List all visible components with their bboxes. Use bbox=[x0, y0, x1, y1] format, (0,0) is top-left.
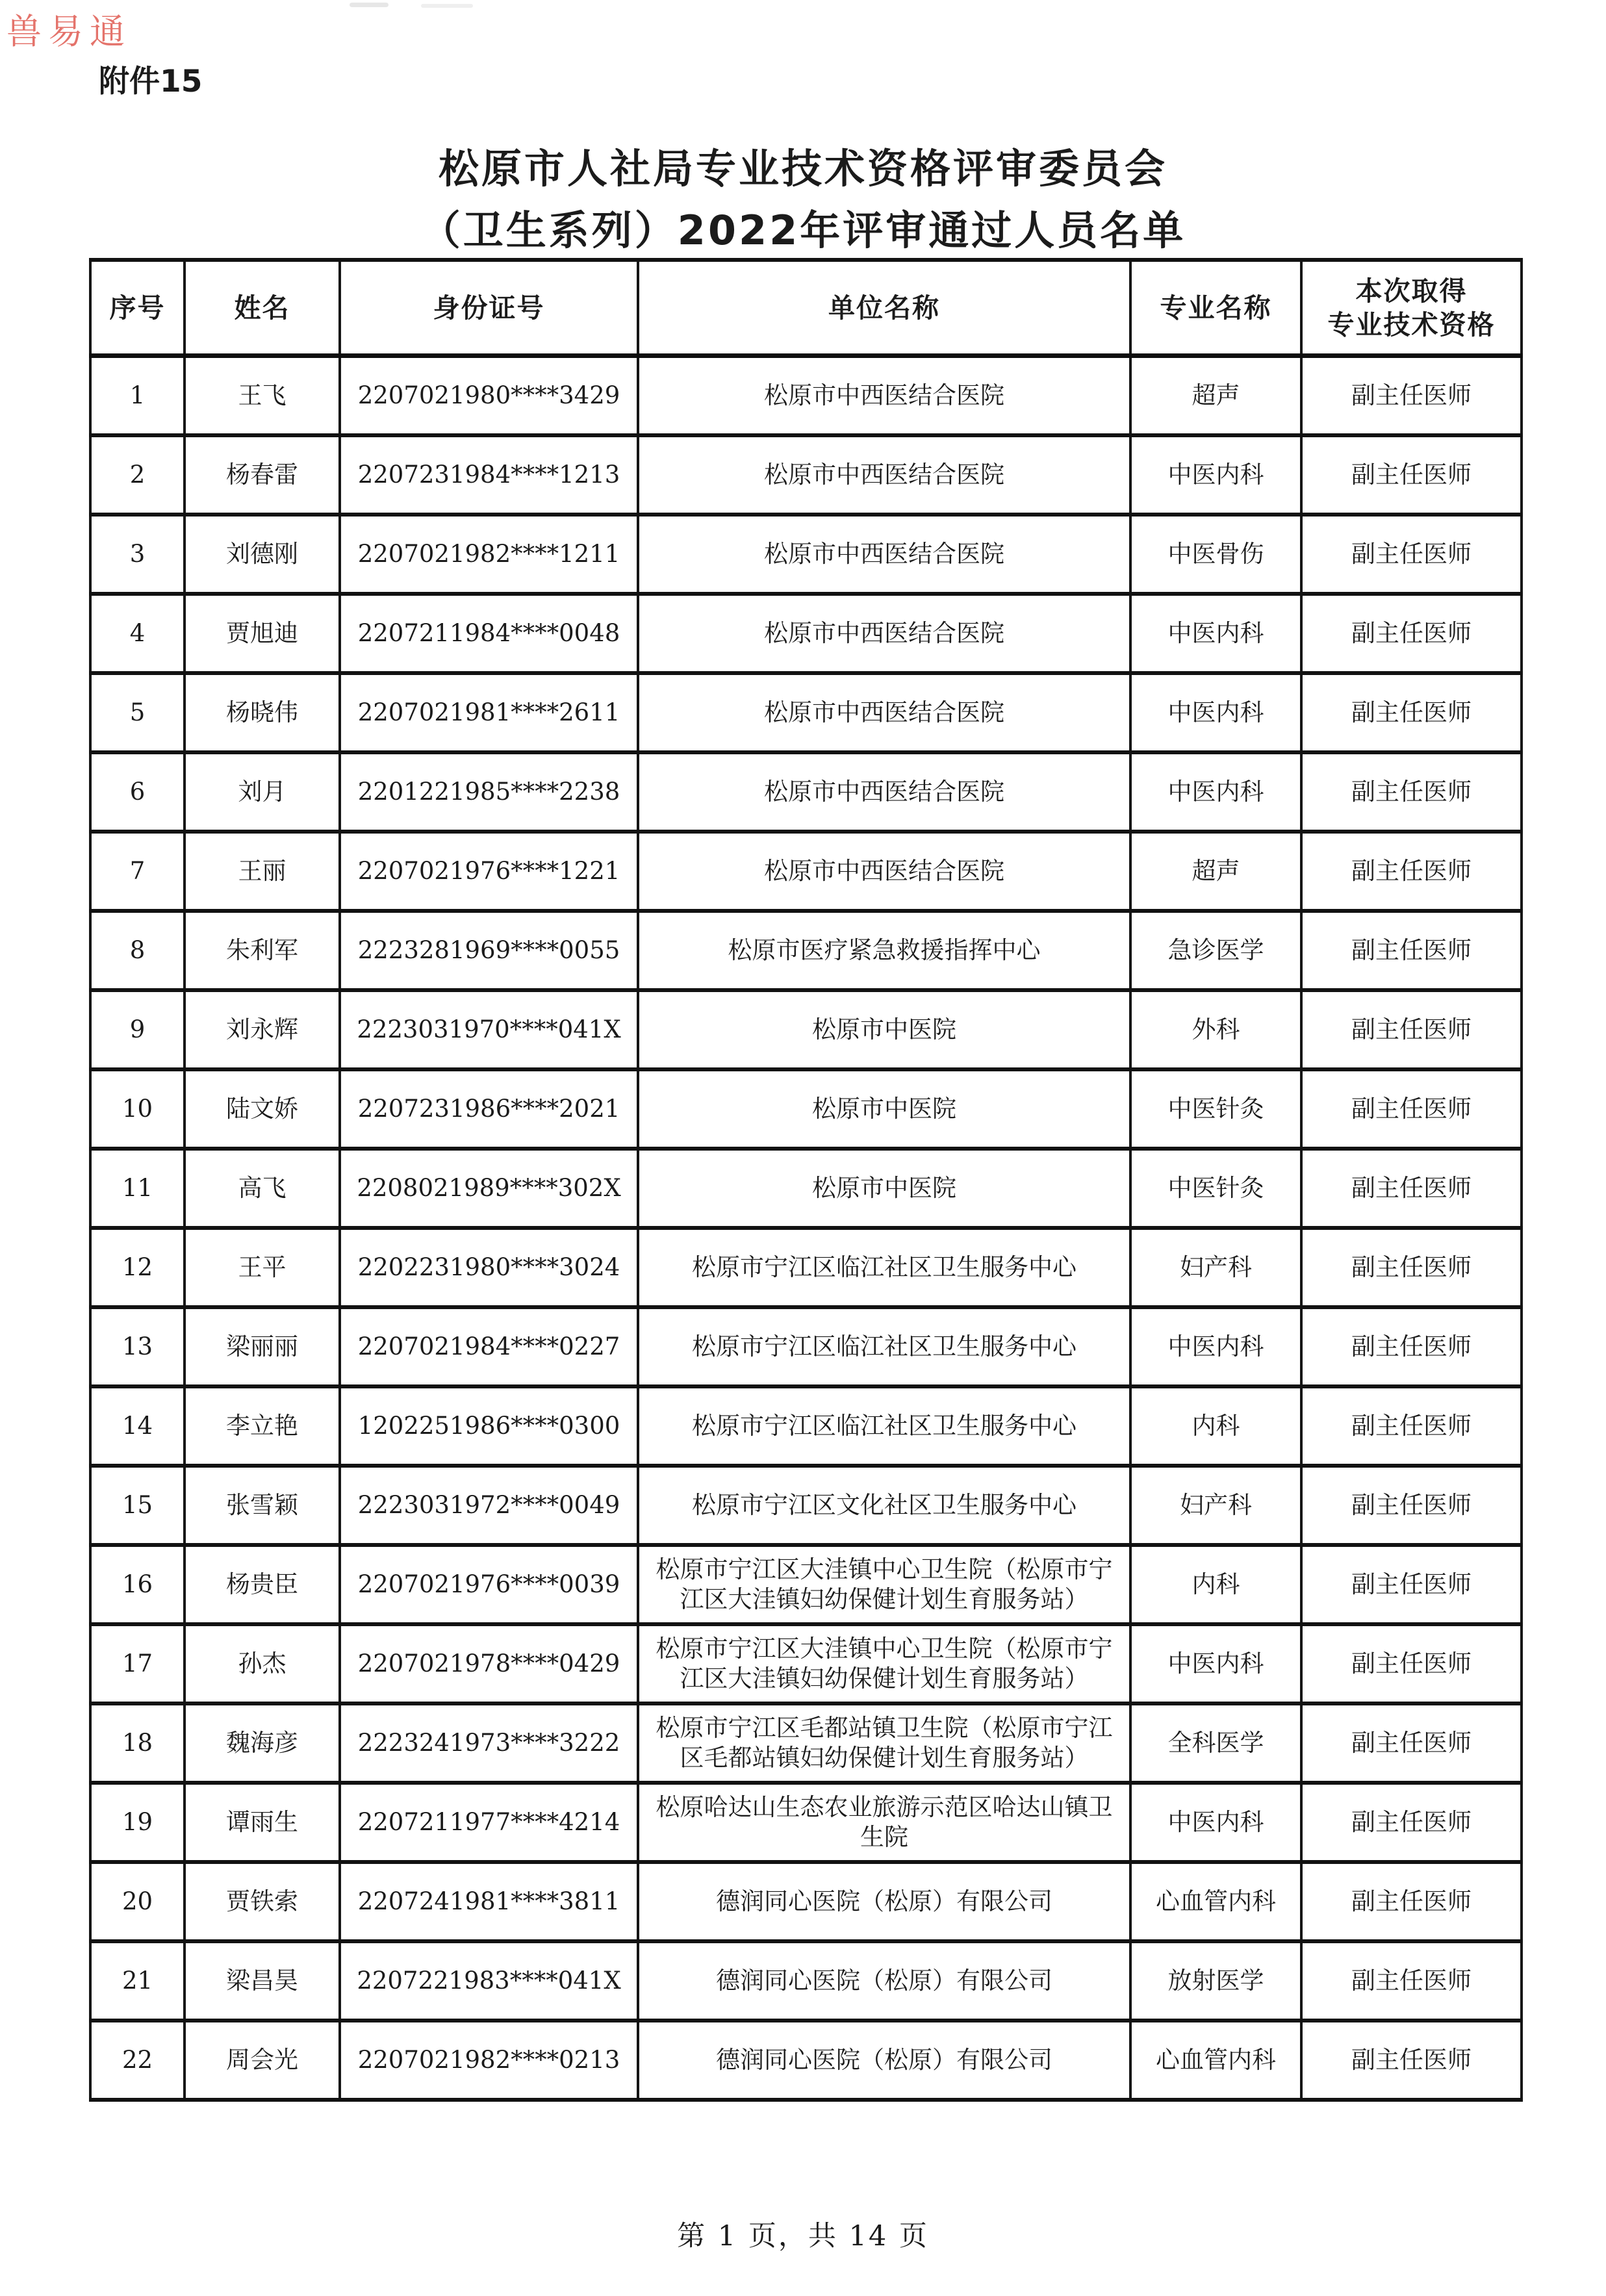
cell-unit: 松原市中西医结合医院 bbox=[638, 356, 1130, 436]
header-id: 身份证号 bbox=[340, 260, 638, 356]
cell-id: 2207021976****0039 bbox=[340, 1545, 638, 1624]
table-row bbox=[90, 1545, 1522, 1624]
cell-id: 2207211977****4214 bbox=[340, 1783, 638, 1862]
header-qualification-line1: 本次取得 bbox=[1355, 275, 1468, 307]
cell-id: 2207021976****1221 bbox=[340, 832, 638, 911]
cell-no: 15 bbox=[90, 1466, 185, 1545]
cell-id: 2208021989****302X bbox=[340, 1149, 638, 1228]
table-row bbox=[90, 356, 1522, 436]
cell-id: 2223031970****041X bbox=[340, 990, 638, 1069]
cell-id: 2207021982****0213 bbox=[340, 2021, 638, 2100]
table-row bbox=[90, 1703, 1522, 1783]
cell-specialty: 心血管内科 bbox=[1130, 2021, 1301, 2100]
table-row bbox=[90, 832, 1522, 911]
cell-no: 9 bbox=[90, 990, 185, 1069]
document-title-line2: （卫生系列）2022年评审通过人员名单 bbox=[420, 207, 1186, 254]
cell-unit: 松原市宁江区文化社区卫生服务中心 bbox=[638, 1466, 1130, 1545]
cell-no: 4 bbox=[90, 594, 185, 673]
cell-unit: 松原市医疗紧急救援指挥中心 bbox=[638, 911, 1130, 990]
cell-id: 2207021978****0429 bbox=[340, 1624, 638, 1703]
header-specialty: 专业名称 bbox=[1130, 260, 1301, 356]
cell-no: 13 bbox=[90, 1307, 185, 1386]
table-body bbox=[90, 356, 1522, 2100]
cell-qualification: 副主任医师 bbox=[1301, 1149, 1522, 1228]
cell-id: 2207021980****3429 bbox=[340, 356, 638, 436]
document-title bbox=[0, 138, 1606, 261]
cell-no: 1 bbox=[90, 356, 185, 436]
cell-specialty: 中医内科 bbox=[1130, 435, 1301, 515]
cell-unit: 松原市宁江区大洼镇中心卫生院（松原市宁江区大洼镇妇幼保健计划生育服务站） bbox=[638, 1545, 1130, 1624]
cell-id: 2207021984****0227 bbox=[340, 1307, 638, 1386]
table-row bbox=[90, 1466, 1522, 1545]
cell-name: 贾旭迪 bbox=[185, 594, 340, 673]
cell-name: 刘月 bbox=[185, 752, 340, 832]
cell-no: 19 bbox=[90, 1783, 185, 1862]
cell-specialty: 中医内科 bbox=[1130, 1624, 1301, 1703]
cell-qualification: 副主任医师 bbox=[1301, 832, 1522, 911]
cell-unit: 松原市宁江区临江社区卫生服务中心 bbox=[638, 1228, 1130, 1307]
scan-artifact bbox=[350, 3, 389, 7]
cell-name: 孙杰 bbox=[185, 1624, 340, 1703]
cell-unit: 松原市中医院 bbox=[638, 990, 1130, 1069]
cell-id: 2223281969****0055 bbox=[340, 911, 638, 990]
header-qualification-line2: 专业技术资格 bbox=[1327, 309, 1496, 340]
cell-qualification: 副主任医师 bbox=[1301, 1624, 1522, 1703]
cell-specialty: 中医针灸 bbox=[1130, 1069, 1301, 1149]
cell-no: 7 bbox=[90, 832, 185, 911]
cell-id: 2207211984****0048 bbox=[340, 594, 638, 673]
cell-name: 朱利军 bbox=[185, 911, 340, 990]
cell-qualification: 副主任医师 bbox=[1301, 1069, 1522, 1149]
cell-no: 8 bbox=[90, 911, 185, 990]
cell-name: 杨晓伟 bbox=[185, 673, 340, 752]
cell-qualification: 副主任医师 bbox=[1301, 2021, 1522, 2100]
cell-unit: 松原市中西医结合医院 bbox=[638, 832, 1130, 911]
cell-specialty: 中医内科 bbox=[1130, 673, 1301, 752]
cell-specialty: 外科 bbox=[1130, 990, 1301, 1069]
cell-no: 21 bbox=[90, 1941, 185, 2021]
table-row bbox=[90, 911, 1522, 990]
cell-no: 22 bbox=[90, 2021, 185, 2100]
cell-specialty: 内科 bbox=[1130, 1386, 1301, 1466]
cell-id: 2201221985****2238 bbox=[340, 752, 638, 832]
page-pagination: 第 1 页，共 14 页 bbox=[677, 2220, 929, 2252]
cell-name: 张雪颖 bbox=[185, 1466, 340, 1545]
header-no: 序号 bbox=[90, 260, 185, 356]
cell-qualification: 副主任医师 bbox=[1301, 911, 1522, 990]
cell-id: 2223241973****3222 bbox=[340, 1703, 638, 1783]
cell-qualification: 副主任医师 bbox=[1301, 1228, 1522, 1307]
table-row bbox=[90, 1386, 1522, 1466]
cell-qualification: 副主任医师 bbox=[1301, 435, 1522, 515]
table-row bbox=[90, 515, 1522, 594]
cell-name: 陆文娇 bbox=[185, 1069, 340, 1149]
cell-qualification: 副主任医师 bbox=[1301, 673, 1522, 752]
cell-specialty: 心血管内科 bbox=[1130, 1862, 1301, 1941]
cell-qualification: 副主任医师 bbox=[1301, 990, 1522, 1069]
cell-no: 6 bbox=[90, 752, 185, 832]
cell-name: 刘德刚 bbox=[185, 515, 340, 594]
cell-name: 刘永辉 bbox=[185, 990, 340, 1069]
cell-no: 14 bbox=[90, 1386, 185, 1466]
table-row bbox=[90, 1862, 1522, 1941]
cell-qualification: 副主任医师 bbox=[1301, 1783, 1522, 1862]
cell-specialty: 内科 bbox=[1130, 1545, 1301, 1624]
cell-unit: 松原市宁江区大洼镇中心卫生院（松原市宁江区大洼镇妇幼保健计划生育服务站） bbox=[638, 1624, 1130, 1703]
header-unit: 单位名称 bbox=[638, 260, 1130, 356]
cell-no: 3 bbox=[90, 515, 185, 594]
cell-specialty: 中医针灸 bbox=[1130, 1149, 1301, 1228]
cell-id: 2207021981****2611 bbox=[340, 673, 638, 752]
cell-unit: 松原市中西医结合医院 bbox=[638, 594, 1130, 673]
cell-qualification: 副主任医师 bbox=[1301, 356, 1522, 436]
cell-qualification: 副主任医师 bbox=[1301, 752, 1522, 832]
cell-name: 李立艳 bbox=[185, 1386, 340, 1466]
cell-qualification: 副主任医师 bbox=[1301, 1466, 1522, 1545]
cell-name: 王平 bbox=[185, 1228, 340, 1307]
cell-name: 王丽 bbox=[185, 832, 340, 911]
cell-no: 2 bbox=[90, 435, 185, 515]
attachment-label: 附件15 bbox=[99, 64, 203, 99]
cell-id: 2207231984****1213 bbox=[340, 435, 638, 515]
table-row bbox=[90, 673, 1522, 752]
cell-id: 2207221983****041X bbox=[340, 1941, 638, 2021]
cell-unit: 松原市中医院 bbox=[638, 1149, 1130, 1228]
cell-id: 2207231986****2021 bbox=[340, 1069, 638, 1149]
cell-specialty: 妇产科 bbox=[1130, 1228, 1301, 1307]
cell-no: 11 bbox=[90, 1149, 185, 1228]
cell-name: 谭雨生 bbox=[185, 1783, 340, 1862]
cell-specialty: 妇产科 bbox=[1130, 1466, 1301, 1545]
cell-specialty: 急诊医学 bbox=[1130, 911, 1301, 990]
cell-unit: 松原哈达山生态农业旅游示范区哈达山镇卫生院 bbox=[638, 1783, 1130, 1862]
cell-unit: 德润同心医院（松原）有限公司 bbox=[638, 1941, 1130, 2021]
cell-unit: 松原市宁江区毛都站镇卫生院（松原市宁江区毛都站镇妇幼保健计划生育服务站） bbox=[638, 1703, 1130, 1783]
table-row bbox=[90, 752, 1522, 832]
cell-specialty: 放射医学 bbox=[1130, 1941, 1301, 2021]
cell-name: 高飞 bbox=[185, 1149, 340, 1228]
cell-specialty: 中医内科 bbox=[1130, 1307, 1301, 1386]
table-row bbox=[90, 435, 1522, 515]
cell-qualification: 副主任医师 bbox=[1301, 1386, 1522, 1466]
cell-no: 10 bbox=[90, 1069, 185, 1149]
cell-id: 1202251986****0300 bbox=[340, 1386, 638, 1466]
table-row bbox=[90, 2021, 1522, 2100]
cell-unit: 松原市中西医结合医院 bbox=[638, 752, 1130, 832]
cell-no: 20 bbox=[90, 1862, 185, 1941]
table-row bbox=[90, 1149, 1522, 1228]
cell-no: 5 bbox=[90, 673, 185, 752]
scan-artifact bbox=[421, 4, 473, 8]
cell-qualification: 副主任医师 bbox=[1301, 1862, 1522, 1941]
cell-specialty: 中医内科 bbox=[1130, 1783, 1301, 1862]
cell-id: 2207241981****3811 bbox=[340, 1862, 638, 1941]
cell-qualification: 副主任医师 bbox=[1301, 1307, 1522, 1386]
cell-id: 2202231980****3024 bbox=[340, 1228, 638, 1307]
cell-name: 贾铁索 bbox=[185, 1862, 340, 1941]
cell-unit: 德润同心医院（松原）有限公司 bbox=[638, 1862, 1130, 1941]
cell-qualification: 副主任医师 bbox=[1301, 594, 1522, 673]
cell-name: 杨贵臣 bbox=[185, 1545, 340, 1624]
watermark-text: 兽易通 bbox=[6, 11, 131, 52]
cell-unit: 德润同心医院（松原）有限公司 bbox=[638, 2021, 1130, 2100]
cell-unit: 松原市中医院 bbox=[638, 1069, 1130, 1149]
cell-id: 2207021982****1211 bbox=[340, 515, 638, 594]
header-qualification bbox=[1301, 260, 1522, 356]
cell-specialty: 中医内科 bbox=[1130, 594, 1301, 673]
cell-specialty: 超声 bbox=[1130, 356, 1301, 436]
cell-unit: 松原市中西医结合医院 bbox=[638, 435, 1130, 515]
table-header-row bbox=[90, 260, 1522, 356]
table-row bbox=[90, 1941, 1522, 2021]
cell-unit: 松原市宁江区临江社区卫生服务中心 bbox=[638, 1386, 1130, 1466]
cell-no: 17 bbox=[90, 1624, 185, 1703]
cell-unit: 松原市中西医结合医院 bbox=[638, 515, 1130, 594]
cell-name: 梁昌昊 bbox=[185, 1941, 340, 2021]
cell-specialty: 全科医学 bbox=[1130, 1703, 1301, 1783]
cell-name: 杨春雷 bbox=[185, 435, 340, 515]
table-row bbox=[90, 1624, 1522, 1703]
table-row bbox=[90, 1307, 1522, 1386]
cell-unit: 松原市中西医结合医院 bbox=[638, 673, 1130, 752]
table-header bbox=[90, 260, 1522, 356]
cell-qualification: 副主任医师 bbox=[1301, 1545, 1522, 1624]
cell-name: 周会光 bbox=[185, 2021, 340, 2100]
cell-specialty: 中医内科 bbox=[1130, 752, 1301, 832]
table-row bbox=[90, 1069, 1522, 1149]
cell-qualification: 副主任医师 bbox=[1301, 1703, 1522, 1783]
document-title-line1: 松原市人社局专业技术资格评审委员会 bbox=[438, 145, 1167, 192]
cell-qualification: 副主任医师 bbox=[1301, 515, 1522, 594]
cell-no: 18 bbox=[90, 1703, 185, 1783]
cell-name: 魏海彦 bbox=[185, 1703, 340, 1783]
table-row bbox=[90, 594, 1522, 673]
cell-specialty: 超声 bbox=[1130, 832, 1301, 911]
cell-no: 16 bbox=[90, 1545, 185, 1624]
cell-name: 梁丽丽 bbox=[185, 1307, 340, 1386]
cell-unit: 松原市宁江区临江社区卫生服务中心 bbox=[638, 1307, 1130, 1386]
table-row bbox=[90, 1228, 1522, 1307]
table-row bbox=[90, 990, 1522, 1069]
cell-no: 12 bbox=[90, 1228, 185, 1307]
header-name: 姓名 bbox=[185, 260, 340, 356]
table-row bbox=[90, 1783, 1522, 1862]
cell-specialty: 中医骨伤 bbox=[1130, 515, 1301, 594]
roster-table bbox=[89, 258, 1523, 2102]
cell-name: 王飞 bbox=[185, 356, 340, 436]
cell-id: 2223031972****0049 bbox=[340, 1466, 638, 1545]
cell-qualification: 副主任医师 bbox=[1301, 1941, 1522, 2021]
